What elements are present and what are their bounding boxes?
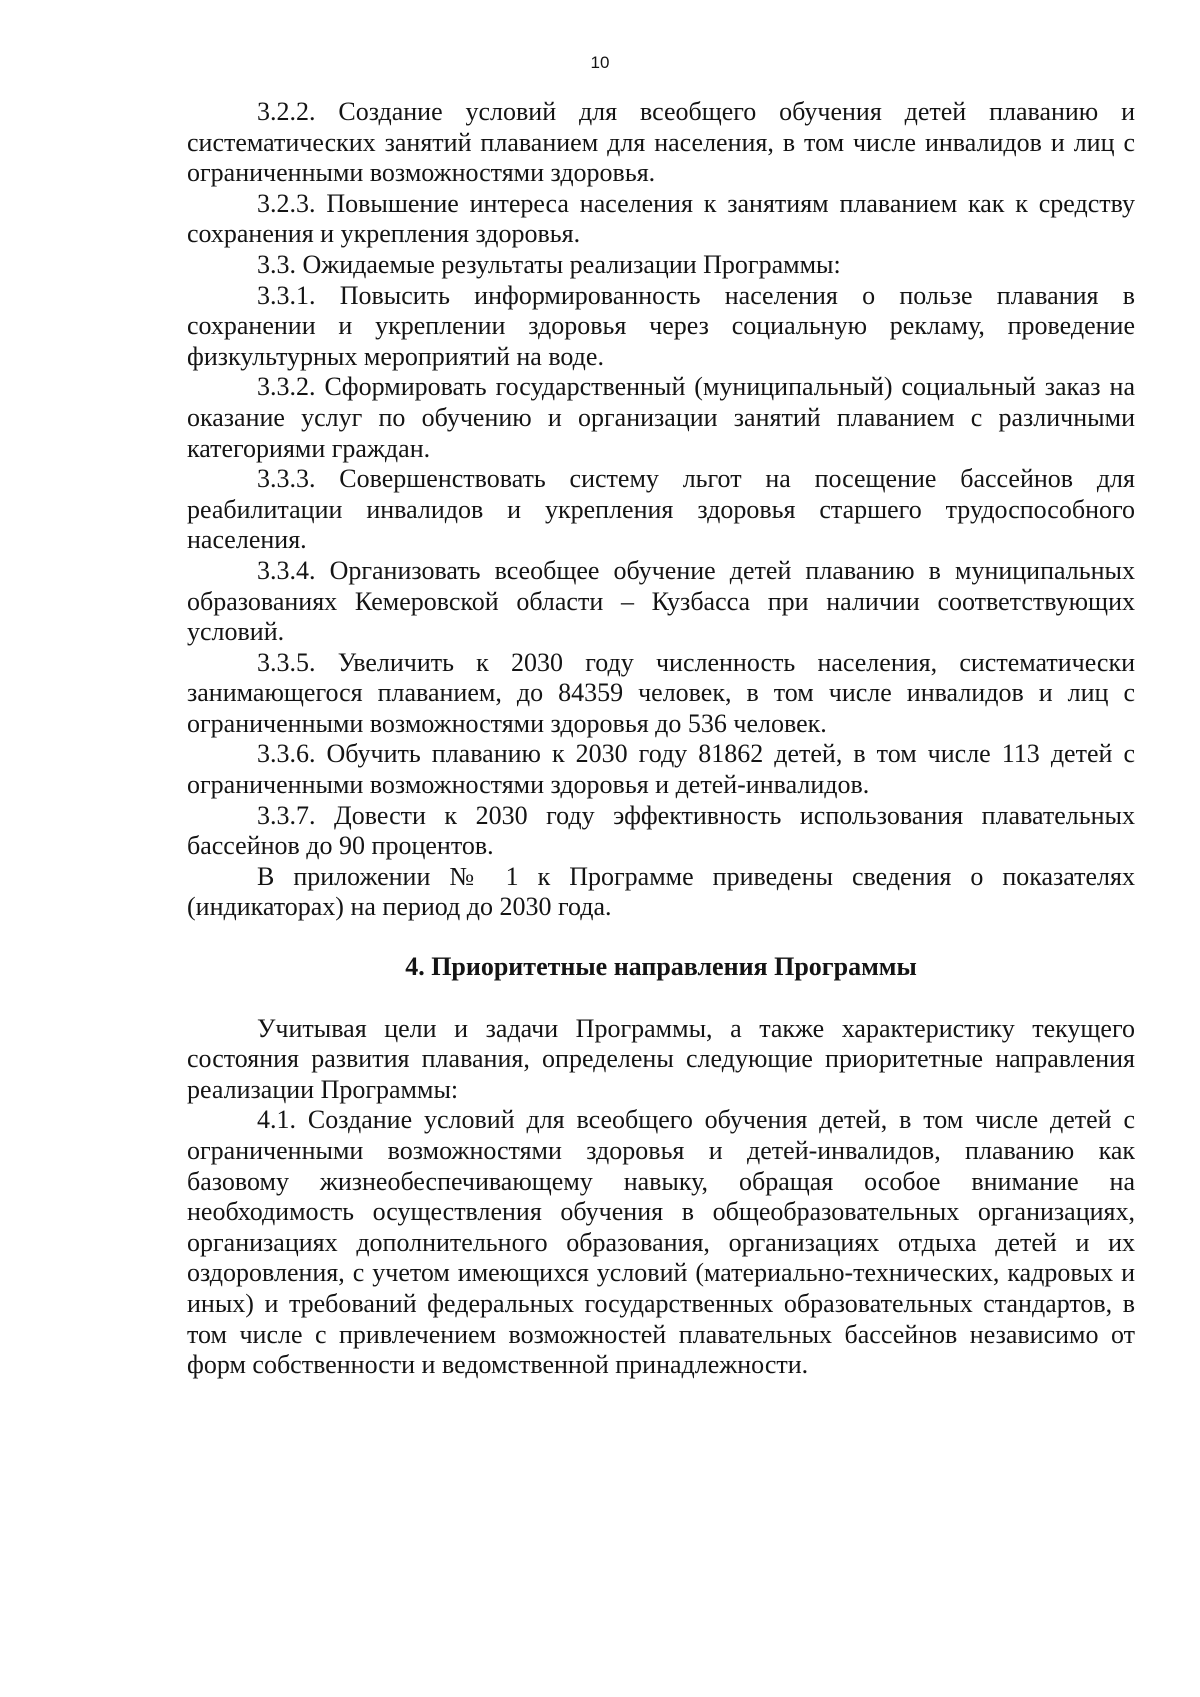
paragraph-3-3-6: 3.3.6. Обучить плаванию к 2030 году 81862 детей, в том числе 113 детей с ограниченными возможностями здоровья и детей-инвалидов. bbox=[187, 739, 1135, 800]
page-number: 10 bbox=[590, 53, 610, 72]
paragraph-3-2-2: 3.2.2. Создание условий для всеобщего обучения детей плаванию и систематических занятий плаванием для населения, в том числе инвалидов и лиц с ограниченными возможностями здоровья. bbox=[187, 97, 1135, 188]
paragraph-3-3-2: 3.3.2. Сформировать государственный (муниципальный) социальный заказ на оказание услуг по обучению и организации занятий плаванием с различными категориями граждан. bbox=[187, 372, 1135, 463]
paragraph-appendix-note: В приложении № 1 к Программе приведены сведения о показателях (индикаторах) на период до 2030 года. bbox=[187, 861, 1135, 922]
paragraph-4-1: 4.1. Создание условий для всеобщего обучения детей, в том числе детей с ограниченными возможностями здоровья и детей-инвалидов, плаванию как базовому жизнеобеспечивающему навыку, обращая особое внимание на необходимость осуществления обучения в общеобразовательных организациях, организациях дополнительного образования, организациях отдыха детей и их оздоровления, с учетом имеющихся условий (материально-технических, кадровых и иных) и требований федеральных государственных образовательных стандартов, в том числе с привлечением возможностей плавательных бассейнов независимо от форм собственности и ведомственной принадлежности. bbox=[187, 1105, 1135, 1380]
section-4-heading: 4. Приоритетные направления Программы bbox=[405, 952, 917, 982]
paragraph-3-3-1: 3.3.1. Повысить информированность населения о пользе плавания в сохранении и укреплении здоровья через социальную рекламу, проведение физкультурных мероприятий на воде. bbox=[187, 280, 1135, 371]
paragraph-3-3: 3.3. Ожидаемые результаты реализации Программы: bbox=[257, 249, 841, 279]
paragraph-3-2-3: 3.2.3. Повышение интереса населения к занятиям плаванием как к средству сохранения и укрепления здоровья. bbox=[187, 188, 1135, 249]
paragraph-3-3-5: 3.3.5. Увеличить к 2030 году численность населения, систематически занимающегося плаванием, до 84359 человек, в том числе инвалидов и лиц с ограниченными возможностями здоровья до 536 человек. bbox=[187, 647, 1135, 738]
paragraph-3-3-7: 3.3.7. Довести к 2030 году эффективность использования плавательных бассейнов до 90 процентов. bbox=[187, 800, 1135, 861]
paragraph-section-4-intro: Учитывая цели и задачи Программы, а также характеристику текущего состояния развития плавания, определены следующие приоритетные направления реализации Программы: bbox=[187, 1013, 1135, 1104]
paragraph-3-3-4: 3.3.4. Организовать всеобщее обучение детей плаванию в муниципальных образованиях Кемеровской области – Кузбасса при наличии соответствующих условий. bbox=[187, 555, 1135, 647]
paragraph-3-3-3: 3.3.3. Совершенствовать систему льгот на посещение бассейнов для реабилитации инвалидов и укрепления здоровья старшего трудоспособного населения. bbox=[187, 464, 1135, 555]
document-body bbox=[187, 97, 1135, 1381]
